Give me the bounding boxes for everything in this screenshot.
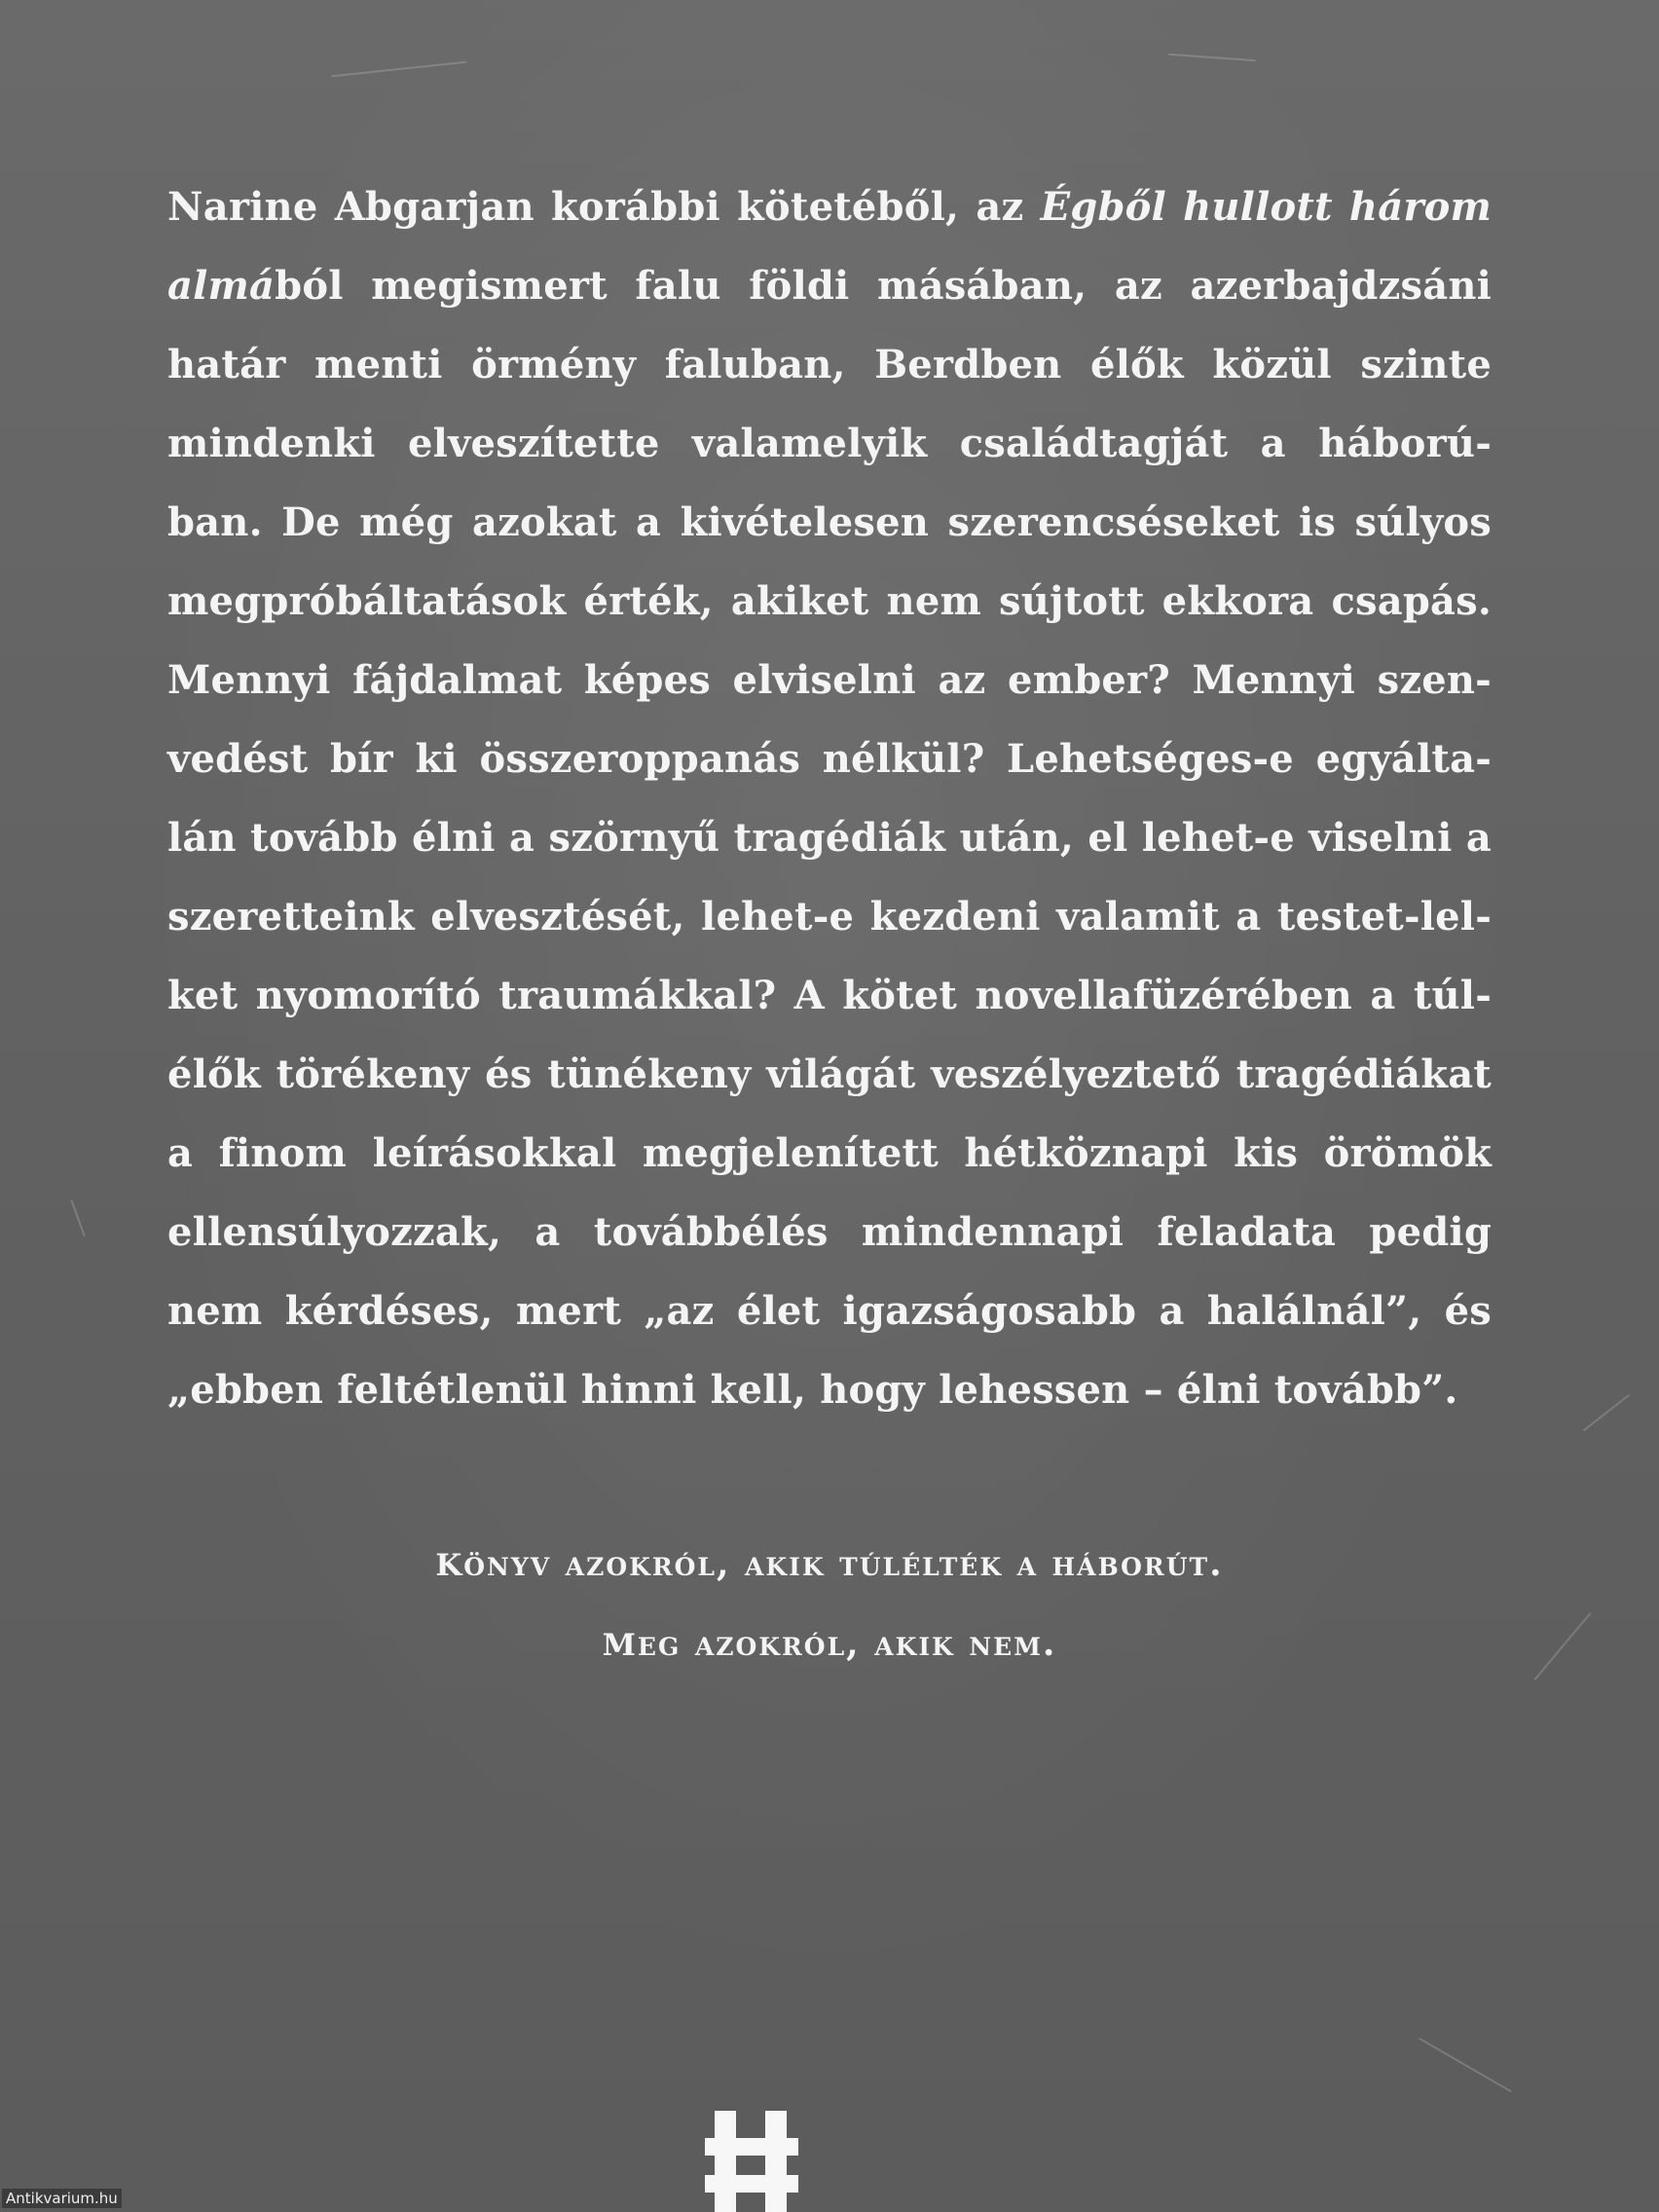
blurb-line: ket nyomorító traumákkal? A kötet novellafüzérében a túl- — [167, 973, 1492, 1018]
blurb-line: ellensúlyozzak, a továbbélés mindennapi feladata pedig — [167, 1209, 1492, 1255]
cover-scratch — [70, 1199, 86, 1236]
cover-scratch — [1583, 1394, 1631, 1432]
blurb-line: ban. De még azokat a kivételesen szerencséseket is súlyos — [167, 499, 1492, 545]
cover-scratch — [331, 61, 466, 78]
publisher-logo-icon — [705, 2111, 798, 2212]
blurb-line: élők törékeny és tünékeny világát veszélyeztető tragédiákat — [167, 1051, 1492, 1097]
blurb-line: „ebben feltétlenül hinni kell, hogy lehessen – élni tovább”. — [167, 1367, 1458, 1413]
book-title-italic: almá — [167, 263, 276, 309]
tagline-line-1: könyv azokról, akik túlélték a háborút. — [435, 1536, 1224, 1586]
cover-scratch — [1168, 54, 1256, 61]
blurb-line: Mennyi fájdalmat képes elviselni az ember? Mennyi szen- — [167, 657, 1492, 703]
blurb-line: szeretteink elvesztését, lehet-e kezdeni valamit a testet-lel- — [167, 894, 1492, 940]
blurb-text — [167, 167, 1492, 1429]
cover-scratch — [1419, 2038, 1512, 2093]
tagline-line-2: meg azokról, akik nem. — [602, 1616, 1057, 1666]
watermark-text: Antikvarium.hu — [2, 2189, 122, 2208]
blurb-line: a finom leírásokkal megjelenített hétköznapi kis örömök — [167, 1130, 1492, 1176]
blurb-line: almából megismert falu földi másában, az azerbajdzsáni — [167, 263, 1492, 309]
blurb-line: lán tovább élni a szörnyű tragédiák után, el lehet-e viselni a — [167, 815, 1492, 861]
blurb-line: megpróbáltatások érték, akiket nem sújtott ekkora csapás. — [167, 578, 1492, 624]
blurb-line: nem kérdéses, mert „az élet igazságosabb a halálnál”, és — [167, 1288, 1492, 1334]
blurb-line: vedést bír ki összeroppanás nélkül? Lehetséges-e egyálta- — [167, 736, 1492, 782]
book-title-italic: Égből hullott három — [1040, 184, 1492, 230]
blurb-line: mindenki elveszítette valamelyik családtagját a háború- — [167, 421, 1492, 466]
blurb-line: határ menti örmény faluban, Berdben élők közül szinte — [167, 342, 1492, 387]
blurb-line: Narine Abgarjan korábbi kötetéből, az Égből hullott három — [167, 184, 1492, 230]
